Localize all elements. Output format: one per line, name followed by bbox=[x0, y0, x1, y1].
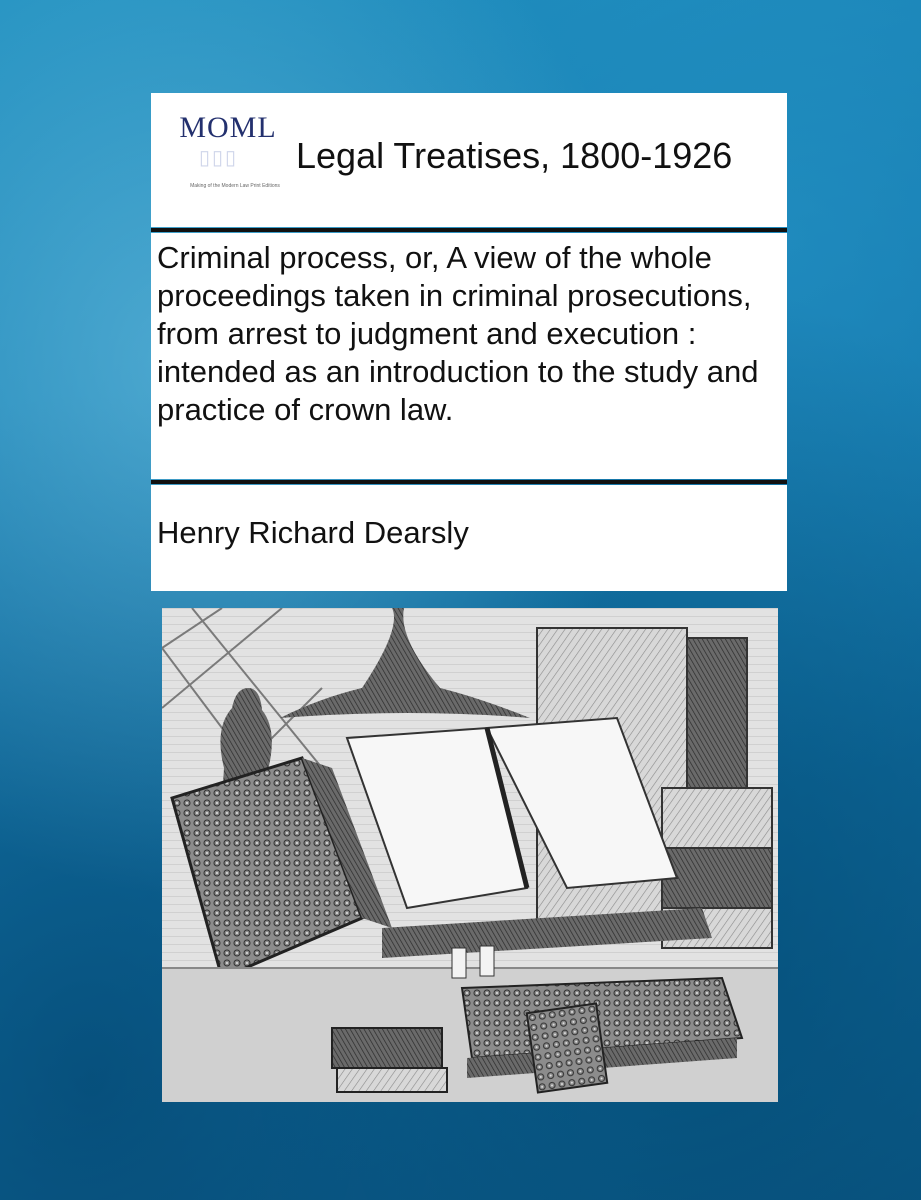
divider bbox=[151, 480, 787, 484]
series-panel bbox=[151, 93, 787, 227]
logo-text: MOML bbox=[179, 111, 277, 144]
books-engraving-illustration bbox=[162, 608, 778, 1102]
author-name: Henry Richard Dearsly bbox=[157, 515, 469, 550]
title-panel bbox=[151, 233, 787, 479]
series-title: Legal Treatises, 1800-1926 bbox=[296, 135, 733, 176]
author-panel bbox=[151, 485, 787, 591]
logo-subtext: Making of the Modern Law Print Editions bbox=[190, 183, 280, 189]
cover-engraving bbox=[162, 608, 778, 1102]
divider bbox=[151, 228, 787, 232]
logo-watermark: ▯▯▯ bbox=[199, 147, 239, 169]
moml-logo bbox=[169, 111, 287, 201]
book-title: Criminal process, or, A view of the whole proceedings taken in criminal prosecutions, from arrest to judgment and execution : intended as an introduction to the study and practice of crown law. bbox=[157, 240, 759, 427]
